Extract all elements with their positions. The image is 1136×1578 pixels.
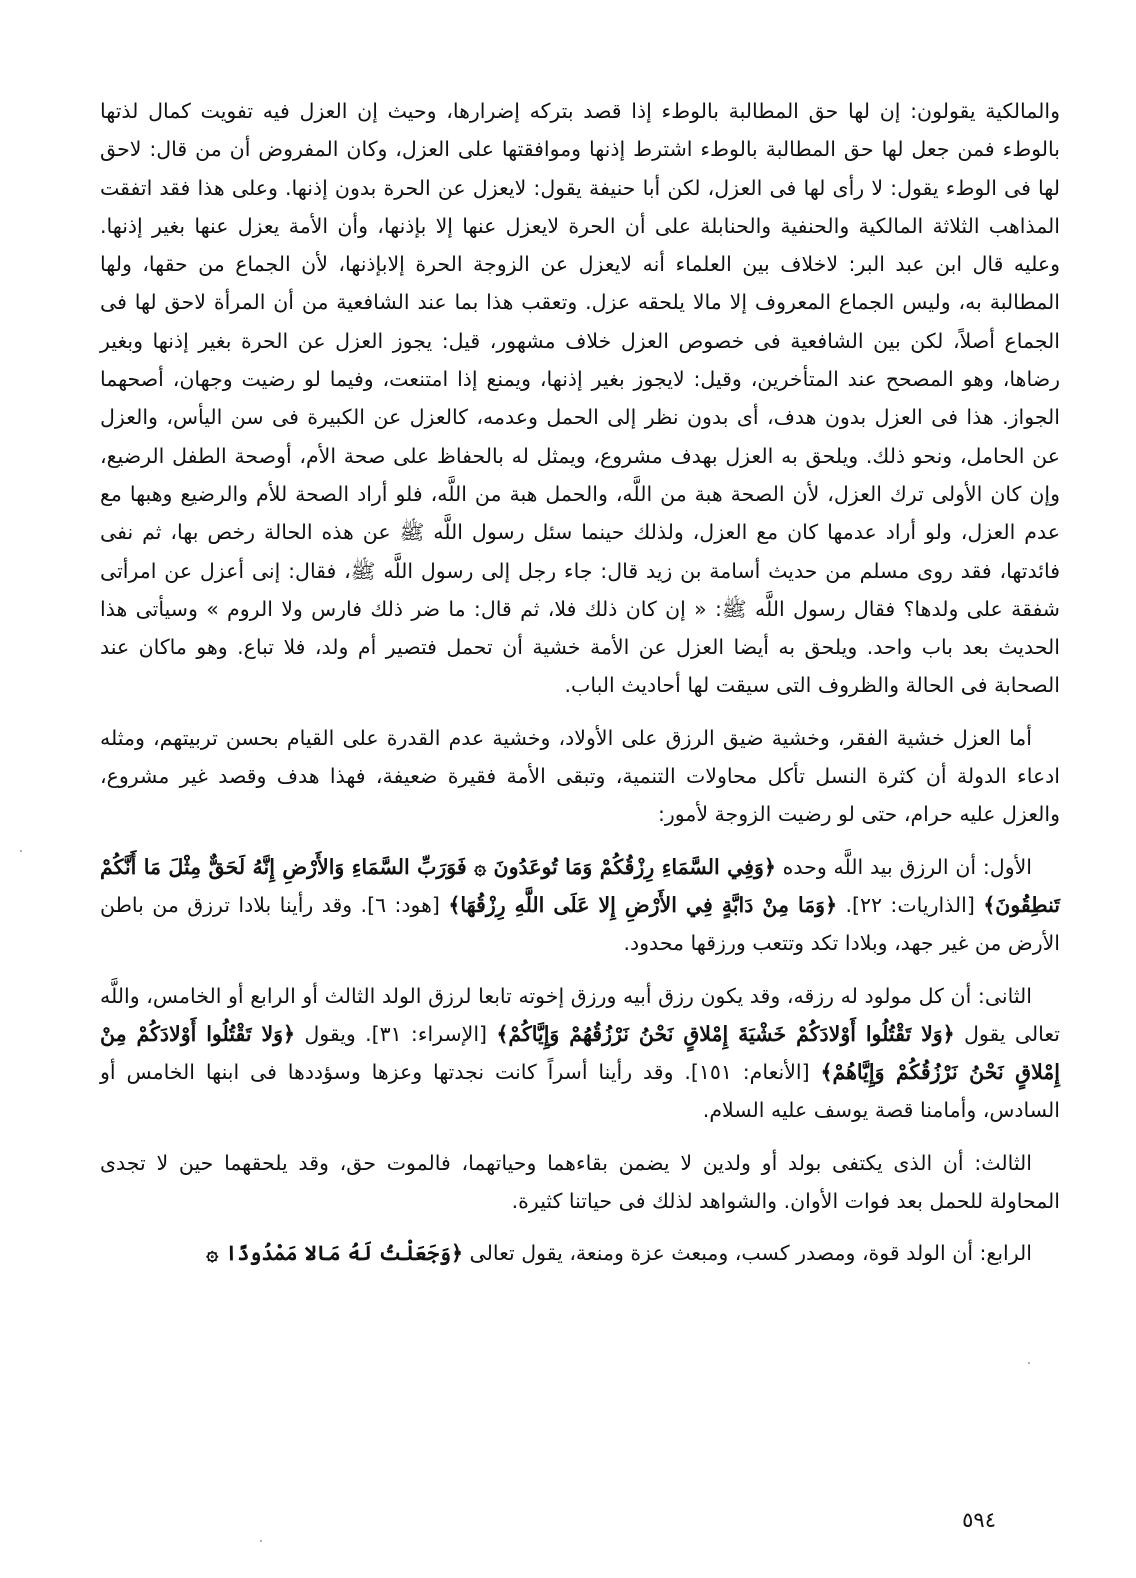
page-number: ٥٩٤ xyxy=(962,1508,996,1532)
paragraph-poverty-fear xyxy=(100,719,1060,834)
quran-verse: ﴿وَجَعَلْتُ لَهُ مَالا مَمْدُودًا ۞ xyxy=(206,1241,464,1266)
quran-verse: ﴿وَلا تَقْتُلُوا أَوْلادَكُمْ مِنْ إِمْلاقٍ نَحْنُ نَرْزُقُكُمْ وَإِيَّاهُمْ﴾ xyxy=(100,1021,1060,1085)
quran-verse: ﴿وَفِي السَّمَاءِ رِزْقُكُمْ وَمَا تُوعَدُونَ ۞ فَوَرَبِّ السَّمَاءِ وَالأَرْضِ إِنَّهُ لَحَقٌّ مِثْلَ مَا أَنَّكُمْ تَنطِقُونَ﴾ xyxy=(100,854,1061,917)
verse-reference: [الإسراء: ٣١]. ويقول xyxy=(295,1021,497,1046)
verse-reference: [هود: ٦]. وقد رأينا بلادا ترزق من باطن الأرض من غير جهد، وبلادا تكد وتتعب ورزقها محدود. xyxy=(100,892,1060,956)
quran-verse: ﴿وَمَا مِنْ دَابَّةٍ فِي الأَرْضِ إِلا عَلَى اللَّهِ رِزْقُهَا﴾ xyxy=(448,892,838,917)
scan-speck xyxy=(260,1540,262,1542)
verse-reference: [الأنعام: ١٥١]. وقد رأينا أسراً كانت نجدتها وعزها وسؤددها فى ابنها الخامس أو السادس، وأمامنا قصة يوسف عليه السلام. xyxy=(100,1060,1060,1123)
point-second xyxy=(100,977,1060,1130)
paragraph-text: والمالكية يقولون: إن لها حق المطالبة بالوطء إذا قصد بتركه إضرارها، وحيث إن العزل فيه تفويت كمال لذتها بالوطء فمن جعل لها حق المطالبة بالوطء اشترط إذنها وموافقتها على العزل، وكان المفروض أن من قال: لاحق لها فى الوطء يقول: لا رأى لها فى العزل، لكن أبا حنيفة يقول: لايعزل عن الحرة بدون إذنها. وعلى هذا فقد اتفقت المذاهب الثلاثة المالكية والحنفية والحنابلة على أن الحرة لايعزل عنها إلا بإذنها، وأن الأمة يعزل عنها بغير إذنها. وعليه قال ابن عبد البر: لاخلاف بين العلماء أنه لايعزل عن الزوجة الحرة إلابإذنها، لأن الجماع من حقها، ولها المطالبة به، وليس الجماع المعروف إلا مالا يلحقه عزل. وتعقب هذا بما عند الشافعية من أن المرأة لاحق لها فى الجماع أصلاً، لكن بين الشافعية فى خصوص العزل خلاف مشهور، قيل: يجوز العزل عن الحرة بغير إذنها وبغير رضاها، وهو المصحح عند المتأخرين، وقيل: لايجوز بغير إذنها، ويمنع إذا امتنعت، وفيما لو رضيت وجهان، أصحهما الجواز. هذا فى العزل بدون هدف، أى بدون نظر إلى الحمل وعدمه، كالعزل عن الكبيرة فى سن اليأس، والعزل عن الحامل، ونحو ذلك. ويلحق به العزل بهدف مشروع، ويمثل له بالحفاظ على صحة الأم، أوصحة الطفل الرضيع، وإن كان الأولى ترك العزل، لأن الصحة هبة من اللَّه، والحمل هبة من اللَّه، فلو أراد الصحة للأم والرضيع وهبها مع عدم العزل، ولو أراد عدمها كان مع العزل، ولذلك حينما سئل رسول اللَّه ﷺ عن هذه الحالة رخص بها، ثم نفى فائدتها، فقد روى مسلم من حديث أسامة بن زيد قال: جاء رجل إلى رسول اللَّه ﷺ، فقال: إنى أعزل عن امرأتى شفقة على ولدها؟ فقال رسول اللَّه ﷺ: « إن كان ذلك فلا، ثم قال: ما ضر ذلك فارس ولا الروم » وسيأتى هذا الحديث بعد باب واحد. ويلحق به أيضا العزل عن الأمة خشية أن تحمل فتصير أم ولد، فلا تباع. وهو ماكان عند الصحابة فى الحالة والظروف التى سيقت لها أحاديث الباب. xyxy=(100,99,1060,698)
quran-verse: ﴿وَلا تَقْتُلُوا أَوْلادَكُمْ خَشْيَةَ إِمْلاقٍ نَحْنُ نَرْزُقُهُمْ وَإِيَّاكُمْ﴾ xyxy=(496,1021,955,1046)
paragraph-text: الثالث: أن الذى يكتفى بولد أو ولدين لا يضمن بقاءهما وحياتهما، فالموت حق، وقد يلحقهما حين لا تجدى المحاولة للحمل بعد فوات الأوان. والشواهد لذلك فى حياتنا كثيرة. xyxy=(100,1150,1060,1214)
point-lead: الرابع: أن الولد قوة، ومصدر كسب، ومبعث عزة ومنعة، يقول تعالى xyxy=(463,1241,1032,1266)
point-lead: الثانى: أن كل مولود له رزقه، وقد يكون رزق أبيه ورزق إخوته تابعا لرزق الولد الثالث أو الرابع أو الخامس، واللَّه تعالى يقول xyxy=(100,983,1060,1046)
document-page xyxy=(100,92,1060,1273)
point-lead: الأول: أن الرزق بيد اللَّه وحده xyxy=(775,854,1032,879)
point-third xyxy=(100,1144,1060,1221)
paragraph-text: أما العزل خشية الفقر، وخشية ضيق الرزق على الأولاد، وخشية عدم القدرة على القيام بحسن تربيتهم، ومثله ادعاء الدولة أن كثرة النسل تأكل محاولات التنمية، وتبقى الأمة فقيرة ضعيفة، فهذا هدف وقصد غير مشروع، والعزل عليه حرام، حتى لو رضيت الزوجة لأمور: xyxy=(100,725,1060,827)
point-first xyxy=(100,848,1060,963)
scan-speck xyxy=(20,850,22,852)
verse-reference: [الذاريات: ٢٢]. xyxy=(837,892,984,917)
point-fourth xyxy=(100,1234,1060,1272)
scan-speck xyxy=(1028,1362,1030,1364)
paragraph-withdrawal-rulings xyxy=(100,92,1060,705)
